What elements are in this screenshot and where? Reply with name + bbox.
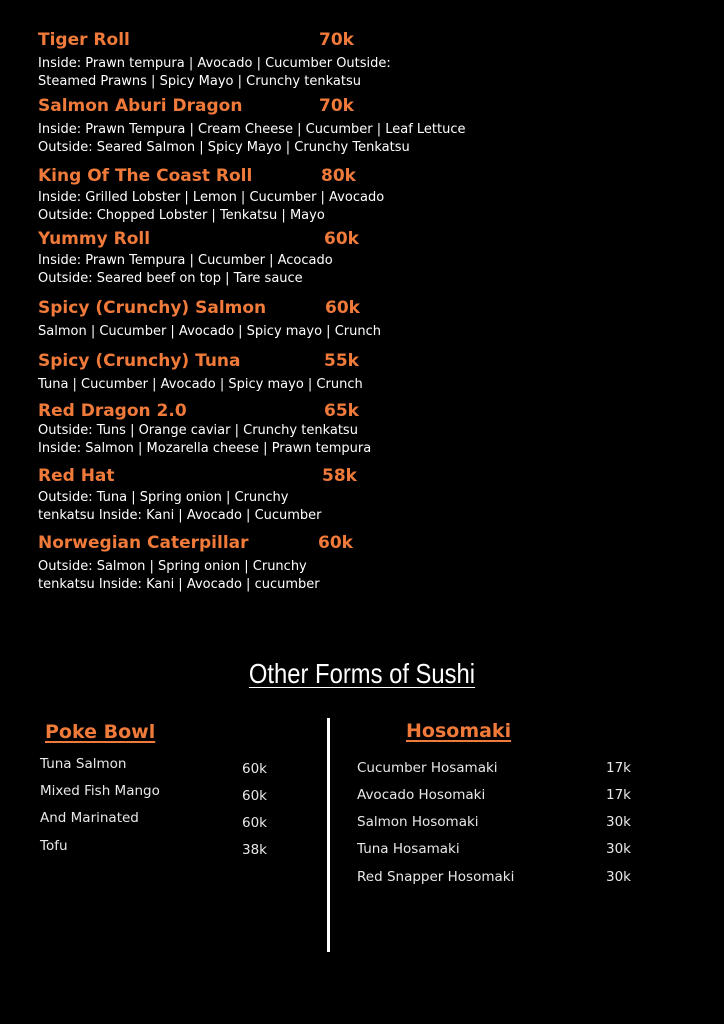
- item-price: 58k: [322, 466, 357, 486]
- hosomaki-item-name: Avocado Hosomaki: [357, 787, 486, 803]
- hosomaki-heading: Hosomaki: [406, 720, 512, 742]
- poke-item-price: 60k: [242, 788, 267, 804]
- poke-item-price: 38k: [242, 842, 267, 858]
- poke-item-price: 60k: [242, 815, 267, 831]
- item-name: Red Hat: [38, 466, 115, 486]
- poke-item-name: And Marinated: [40, 810, 139, 826]
- item-description: Outside: Tuns | Orange caviar | Crunchy tenkatsu Inside: Salmon | Mozarella cheese | Prawn tempura: [38, 423, 372, 456]
- item-price: 60k: [318, 533, 353, 553]
- poke-item-name: Tuna Salmon: [40, 756, 127, 772]
- item-description: Inside: Prawn tempura | Avocado | Cucumber Outside: Steamed Prawns | Spicy Mayo | Crunchy tenkatsu: [38, 56, 391, 89]
- item-name: Spicy (Crunchy) Tuna: [38, 351, 241, 371]
- item-price: 60k: [325, 298, 360, 318]
- item-price: 80k: [321, 166, 356, 186]
- hosomaki-item-name: Cucumber Hosamaki: [357, 760, 498, 776]
- item-price: 60k: [324, 229, 359, 249]
- item-name: Norwegian Caterpillar: [38, 533, 249, 553]
- poke-item-name: Tofu: [40, 838, 68, 854]
- column-divider: [327, 718, 330, 952]
- hosomaki-item-price: 30k: [606, 869, 631, 885]
- hosomaki-item-name: Tuna Hosamaki: [357, 841, 460, 857]
- item-description: Outside: Tuna | Spring onion | Crunchy tenkatsu Inside: Kani | Avocado | Cucumber: [38, 490, 322, 523]
- item-description: Tuna | Cucumber | Avocado | Spicy mayo | Crunch: [38, 377, 363, 392]
- hosomaki-item-price: 30k: [606, 814, 631, 830]
- item-name: Salmon Aburi Dragon: [38, 96, 243, 116]
- item-name: Tiger Roll: [38, 30, 130, 50]
- item-price: 70k: [319, 30, 354, 50]
- hosomaki-item-price: 17k: [606, 787, 631, 803]
- item-description: Outside: Salmon | Spring onion | Crunchy tenkatsu Inside: Kani | Avocado | cucumber: [38, 559, 320, 592]
- item-name: King Of The Coast Roll: [38, 166, 253, 186]
- hosomaki-item-price: 17k: [606, 760, 631, 776]
- poke-item-name: Mixed Fish Mango: [40, 783, 160, 799]
- hosomaki-item-name: Salmon Hosomaki: [357, 814, 479, 830]
- poke-item-price: 60k: [242, 761, 267, 777]
- item-description: Salmon | Cucumber | Avocado | Spicy mayo | Crunch: [38, 324, 381, 339]
- hosomaki-item-price: 30k: [606, 841, 631, 857]
- item-name: Yummy Roll: [38, 229, 151, 249]
- item-price: 70k: [319, 96, 354, 116]
- section-title: Other Forms of Sushi: [248, 658, 476, 689]
- item-price: 55k: [324, 351, 359, 371]
- hosomaki-item-name: Red Snapper Hosomaki: [357, 869, 515, 885]
- item-name: Spicy (Crunchy) Salmon: [38, 298, 267, 318]
- item-price: 65k: [324, 401, 359, 421]
- item-name: Red Dragon 2.0: [38, 401, 187, 421]
- item-description: Inside: Prawn Tempura | Cream Cheese | Cucumber | Leaf Lettuce Outside: Seared Salmon | Spicy Mayo | Crunchy Tenkatsu: [38, 122, 466, 155]
- item-description: Inside: Prawn Tempura | Cucumber | Acocado Outside: Seared beef on top | Tare sauce: [38, 253, 333, 286]
- poke-bowl-heading: Poke Bowl: [45, 721, 156, 743]
- item-description: Inside: Grilled Lobster | Lemon | Cucumber | Avocado Outside: Chopped Lobster | Tenkatsu | Mayo: [38, 190, 385, 223]
